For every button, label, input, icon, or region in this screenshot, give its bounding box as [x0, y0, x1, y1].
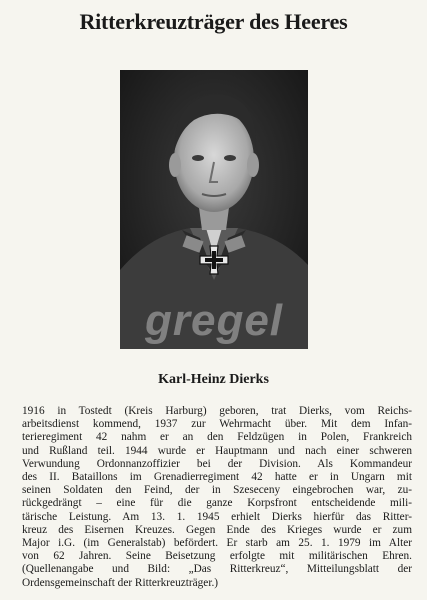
watermark: gregel [144, 296, 284, 345]
bio-line: von 62 Jahren. Seine Beisetzung erfolgte mit militärischen Ehren. [22, 550, 412, 563]
bio-line: des II. Bataillons im Grenadierregiment 42 hatte er in Ungarn mit [22, 471, 412, 484]
bio-line: tärische Leistung. Am 13. 1. 1945 erhielt Dierks hierfür das Ritter- [22, 510, 412, 523]
bio-line: Major i.G. (im Generalstab) befördert. Er starb am 25. 1. 1979 im Alter [22, 537, 412, 550]
bio-line: rückgedrängt – eine für die ganze Korpsfront entscheidende mili- [22, 497, 412, 510]
bio-line: Verwundung Ordonnanzoffizier bei der Division. Als Kommandeur [22, 457, 412, 470]
bio-line: arbeitsdienst kommend, 1937 zur Wehrmacht über. Mit dem Infan- [22, 418, 412, 431]
bio-line: seinen Soldaten den Feind, der in Szeseceny eingebrochen war, zu- [22, 484, 412, 497]
bio-line: 1916 in Tostedt (Kreis Harburg) geboren, trat Dierks, vom Reichs- [22, 405, 412, 417]
page-title: Ritterkreuzträger des Heeres [79, 9, 348, 34]
bio-line: terieregiment 42 nahm er an den Feldzügen in Polen, Frankreich [22, 431, 412, 444]
bio-line: Ordensgemeinschaft der Ritterkreuzträger.) [22, 576, 219, 589]
person-name: Karl-Heinz Dierks [158, 372, 269, 387]
bio-line: kreuz des Eisernen Kreuzes. Gegen Ende des Krieges wurde er zum [22, 523, 412, 536]
bio-line: (Quellenangabe und Bild: „Das Ritterkreuz“, Mitteilungsblatt der [22, 563, 412, 576]
biography-text [22, 405, 412, 590]
bio-line: und Rußland teil. 1944 wurde er Hauptmann und nach einer schweren [22, 444, 412, 457]
